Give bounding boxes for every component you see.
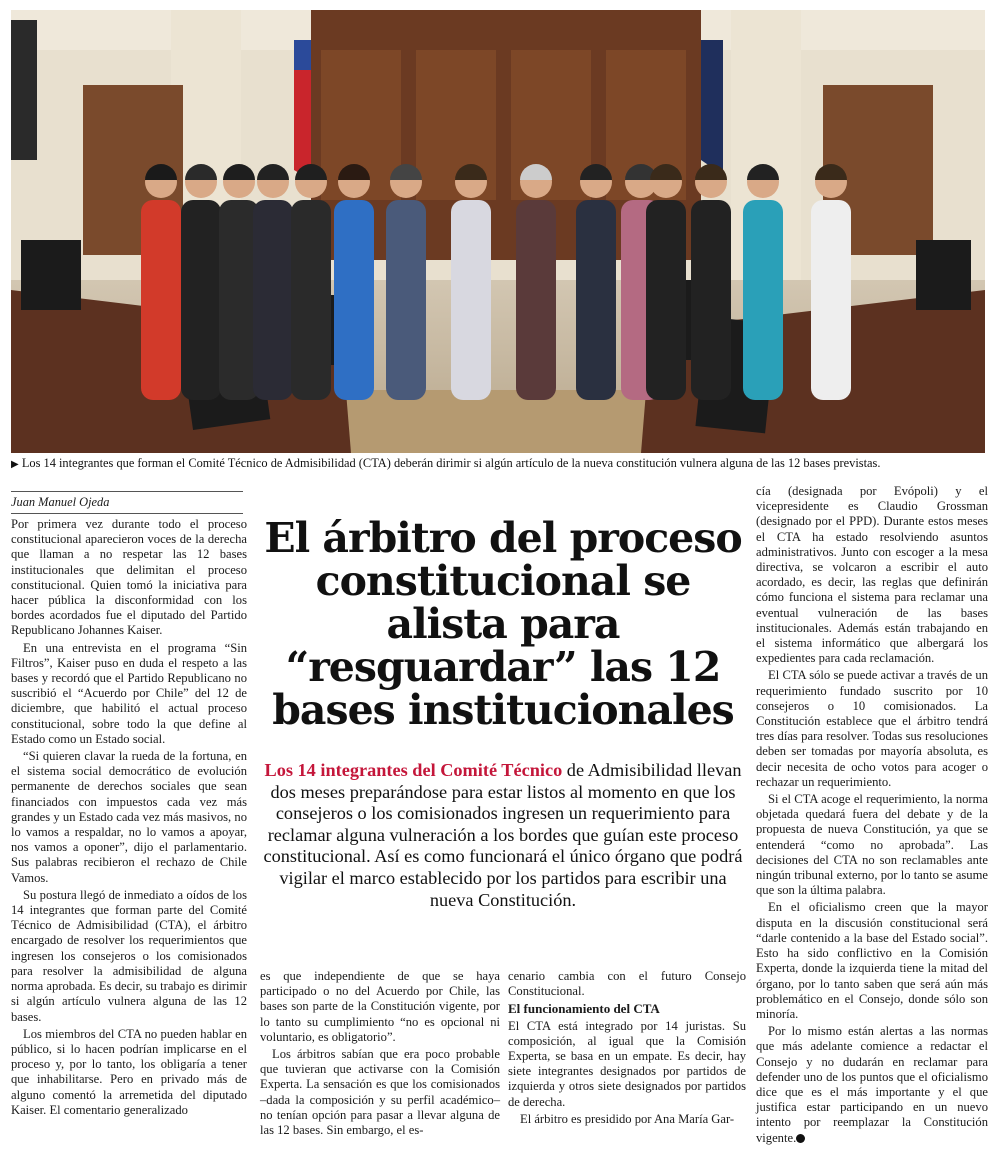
column-1 [11, 517, 247, 1120]
column-3 [508, 969, 746, 1129]
byline: Juan Manuel Ojeda [11, 491, 243, 514]
paragraph [756, 1024, 988, 1146]
headline: El árbitro del proceso constitucional se alista para “resguardar” las 12 bases institucionales [264, 514, 742, 735]
paragraph: es que independiente de que se haya participado o no del Acuerdo por Chile, las bases son parte de la Constitución vigente, por lo tanto su cumplimiento “no es opcional ni voluntario, es obligatorio”. [260, 969, 500, 1044]
paragraph: En una entrevista en el programa “Sin Filtros”, Kaiser puso en duda el respeto a las bases y recordó que el Partido Republicano no suscribió el “Acuerdo por Chile” del 12 de diciembre, que habilitó el actual proceso constitucional, sobre todo la que define al Estado como un Estado social. [11, 640, 247, 746]
section-subhead: El funcionamiento del CTA [508, 1001, 660, 1017]
paragraph: cenario cambia con el futuro Consejo Constitucional. [508, 969, 746, 999]
caption-marker-icon: ▶ [11, 459, 19, 470]
paragraph: Los miembros del CTA no pueden hablar en público, si lo hacen podrían implicarse en el proceso y, por lo tanto, los obligaría a tener que inhabilitarse. Pero en privado más de alguno comentó la arremetida del diputado Kaiser. El comentario generalizado [11, 1026, 247, 1117]
paragraph-text: Por lo mismo están alertas a las normas que más adelante comience a redactar el Consejo y no dudarán en reclamar para defender uno de los puntos que el oficialismo dice que es el más importante y el que justifica estar participando en un nuevo intento por reemplazar la Constitución vigente. [756, 1024, 988, 1145]
paragraph: En el oficialismo creen que la mayor disputa en la discusión constitucional será “darle contenido a la base del Estado social”. Esto ha sido conflictivo en la Comisión Experta, donde la izquierda tiene la mitad del órgano, por lo tanto saben que será aún más problemático en el Consejo, donde sólo son minoría. [756, 900, 988, 1021]
paragraph: cía (designada por Evópoli) y el vicepresidente es Claudio Grossman (designado por el PPD). Durante estos meses el CTA ha estado resolviendo asuntos administrativos. Junto con escoger a la mesa directiva, se volcaron a escribir el auto acordado, es decir, las reglas que definirán cómo funciona el sistema para reclamar una eventual vulneración de las bases institucionales. Además están trabajando en el sistema informático que albergará los expedientes para cada reclamación. [756, 484, 988, 666]
paragraph: Por primera vez durante todo el proceso constitucional aparecieron voces de la derecha que llaman a no respetar las 12 bases institucionales que delimitan el proceso constitucional. Quien tomó la iniciativa para hacer pública la disconformidad con los bordes acordados fue el diputado del Partido Republicano Johannes Kaiser. [11, 517, 247, 638]
photo-credit: FOTO: PROCESOCONSTITUCIONAL [987, 340, 996, 491]
lead-highlight: Los 14 integrantes del Comité Técnico [264, 760, 563, 780]
paragraph: El árbitro es presidido por Ana María Gar- [520, 1111, 735, 1126]
caption-text: Los 14 integrantes que forman el Comité Técnico de Admisibilidad (CTA) deberán dirimir si algún artículo de la nueva constitución vulnera alguna de las 12 bases previstas. [21, 456, 881, 470]
end-mark-icon [796, 1134, 805, 1143]
paragraph: El CTA está integrado por 14 juristas. Su composición, al igual que la Comisión Experta, se basa en un empate. Es decir, hay siete integrantes designados por partidos de izquierda y otros siete designados por partidos de derecha. [508, 1018, 746, 1109]
paragraph: El CTA sólo se puede activar a través de un requerimiento fundado suscrito por 10 consejeros o 10 comisionados. La Constitución establece que el árbitro tendrá tres días para resolver. Todas sus resoluciones deben ser tomadas por mayoría absoluta, es decir necesita de ocho votos para acoger o rechazar un requerimiento. [756, 668, 988, 789]
lead-paragraph [258, 760, 748, 911]
paragraph: Los árbitros sabían que era poco probable que tuvieran que activarse con la Comisión Experta. La sensación es que los comisionados –dada la composición y su perfil académico– no tenían opción para pasar a llevar alguna de las 12 bases. Sin embargo, el es- [260, 1047, 500, 1138]
paragraph: Si el CTA acoge el requerimiento, la norma objetada quedará fuera del debate y de la propuesta de nueva Constitución, ya que se entenderá “como no aprobada”. Las decisiones del CTA no son reclamables ante ningún tribunal externo, por lo tanto se asume que son la última palabra. [756, 792, 988, 898]
lead-text: de Admisibilidad llevan dos meses preparándose para estar listos al momento en que los consejeros o los comisionados ingresen un requerimiento para reclamar alguna vulneración a los bordes que guían este proceso constitucional. Así es como funcionará el único órgano que podrá vigilar el marco establecido por los partidos para escribir una nueva Constitución. [263, 760, 743, 910]
paragraph: Su postura llegó de inmediato a oídos de los 14 integrantes que forman parte del Comité Técnico de Admisibilidad (CTA), el árbitro encargado de resolver los requerimientos que ingresen los consejeros o los comisionados para resolver la admisibilidad de alguna norma aprobada. Es decir, su trabajo es dirimir si algún artículo vulnera alguna de las 12 bases. [11, 887, 247, 1024]
paragraph: “Si quieren clavar la rueda de la fortuna, en el sistema social democrático de evolución permanente de derechos sociales que sean financiados con impuestos cada vez más grandes y un Estado cada vez más masivos, no lo vamos a respaldar, no lo vamos a apoyar, nos vamos a oponer”, dijo el parlamentario. Sus palabras recibieron el rechazo de Chile Vamos. [11, 749, 247, 885]
photo-caption [11, 456, 985, 471]
column-2 [260, 969, 500, 1140]
group-photo-illustration [11, 10, 985, 453]
column-4 [756, 484, 988, 1148]
